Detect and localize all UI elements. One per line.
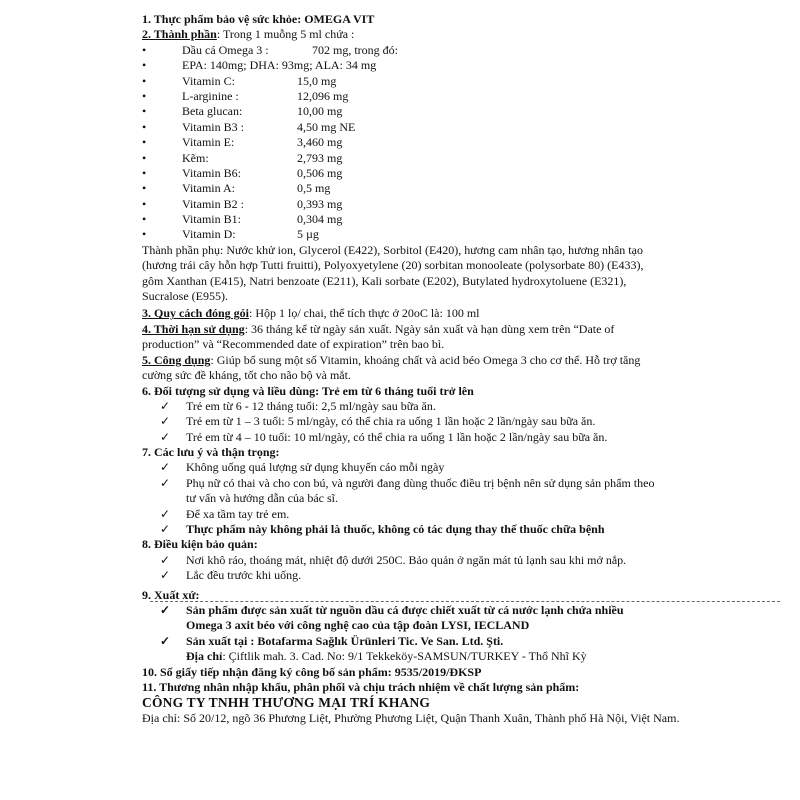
bullet-icon: • [142,150,147,165]
ingredient-row [142,89,782,104]
bullet-icon: • [142,135,147,150]
ingredient-row [142,151,782,166]
ingredient-row [142,197,782,212]
omega-breakdown: EPA: 140mg; DHA: 93mg; ALA: 34 mg [182,58,377,73]
ingredient-name: Beta glucan: [182,104,243,119]
dosage-text: Trẻ em từ 4 – 10 tuổi: 10 ml/ngày, có thể chia ra uống 1 lần hoặc 2 lần/ngày sau bữa ăn. [186,429,608,444]
check-icon: ✓ [160,506,171,521]
section-8-title: 8. Điều kiện bảo quản: [142,537,258,552]
bullet-icon: • [142,58,147,73]
dosage-item [142,399,782,414]
section-3-text: : Hộp 1 lọ/ chai, thể tích thực ở 20oC là: 100 ml [249,306,480,321]
check-icon: ✓ [160,398,171,413]
ingredient-row [142,43,782,58]
ingredient-row [142,74,782,89]
origin-item-continued: Omega 3 axit béo với công nghệ cao của tập đoàn LYSI, IECLAND [186,618,530,633]
check-icon: ✓ [160,429,171,444]
ingredient-row [142,135,782,150]
ingredient-name: Vitamin B1: [182,212,241,227]
ingredient-row [142,104,782,119]
section-4-text: : 36 tháng kể từ ngày sản xuất. Ngày sản xuất và hạn dùng xem trên “Date of production” và “Recommended date of expiration” trên bao bì. [142,321,615,352]
ingredient-subrow [142,58,782,73]
ingredient-value: 0,5 mg [297,181,331,196]
ingredient-value: 5 µg [297,227,319,242]
ingredient-name: Vitamin B6: [182,165,241,180]
section-11-title: 11. Thương nhân nhập khẩu, phân phối và chịu trách nhiệm về chất lượng sản phẩm: [142,679,580,694]
check-icon: ✓ [160,522,171,537]
ingredient-value: 0,506 mg [297,165,343,180]
section-5-title: 5. Công dụng [142,352,211,367]
caution-item: ✓ Phụ nữ có thai và cho con bú, và người đang dùng thuốc điều trị bệnh nên sử dụng sản phẩm theo [160,475,655,490]
address-label: Địa chỉ [186,649,223,664]
section-3 [142,306,782,321]
ingredient-name: Kẽm: [182,150,209,165]
company-address: Địa chỉ: Số 20/12, ngõ 36 Phương Liệt, Phường Phương Liệt, Quận Thanh Xuân, Thành phố Hà Nội, Việt Nam. [142,710,680,725]
bullet-icon: • [142,104,147,119]
check-icon: ✓ [160,552,171,567]
origin-item: ✓ Sản phẩm được sản xuất từ nguồn dầu cá được chiết xuất từ cá nước lạnh chứa nhiều [160,602,624,617]
dosage-item [142,414,782,429]
ingredient-row [142,227,782,242]
section-3-title: 3. Quy cách đóng gói [142,306,250,321]
ingredient-row [142,166,782,181]
section-4-title: 4. Thời hạn sử dụng [142,321,245,336]
ingredient-row [142,212,782,227]
extra-ingredients: Thành phần phụ: Nước khử ion, Glycerol (E422), Sorbitol (E420), hương cam nhân tạo, hương nhân tạo (hương trái cây hỗn hợp Tutti fruitti), Polyoxyetylene (20) sorbitan monooleate (polysorbate 80) (E433), gôm Xanthan (E415), Natri benzoate (E211), Kali sorbate (E202), Butylated hydroxytoluene (E321), Sucralose (E955). [142,242,644,304]
section-10-title: 10. Số giấy tiếp nhận đăng ký công bố sản phẩm: 9535/2019/ĐKSP [142,664,482,679]
dosage-text: Trẻ em từ 1 – 3 tuổi: 5 ml/ngày, có thể chia ra uống 1 lần hoặc 2 lần/ngày sau bữa ăn. [186,414,596,429]
address-text: : Çiftlik mah. 3. Cad. No: 9/1 Tekkeköy-SAMSUN/TURKEY - Thổ Nhĩ Kỳ [222,649,587,664]
check-icon: ✓ [160,475,171,490]
bullet-icon: • [142,119,147,134]
section-6-title: 6. Đối tượng sử dụng và liều dùng: Trẻ em từ 6 tháng tuổi trở lên [142,383,474,398]
ingredient-value: 0,304 mg [297,212,343,227]
bullet-icon: • [142,88,147,103]
bullet-icon: • [142,42,147,57]
check-icon: ✓ [160,602,171,617]
ingredient-list [142,74,782,243]
section-2-header [142,27,782,42]
ingredient-value: 3,460 mg [297,135,343,150]
bullet-icon: • [142,212,147,227]
origin-item: ✓ Sản xuất tại : Botafarma Sağlık Ürünleri Tic. Ve San. Ltd. Şti. [160,633,504,648]
section-7-title: 7. Các lưu ý và thận trọng: [142,445,280,460]
manufacturer-address [142,649,782,664]
ingredient-name: Vitamin B3 : [182,119,244,134]
storage-item: ✓ Nơi khô ráo, thoáng mát, nhiệt độ dưới 250C. Bảo quản ở ngăn mát tủ lạnh sau khi mở nắp. [160,552,627,567]
storage-item: ✓ Lắc đều trước khi uống. [160,568,302,583]
dosage-list [142,399,782,445]
ingredient-value: 15,0 mg [297,73,337,88]
ingredient-value: 12,096 mg [297,88,349,103]
ingredient-value: 702 mg, trong đó: [312,42,398,57]
ingredient-row [142,181,782,196]
product-label-document [142,12,782,726]
section-5 [142,353,662,384]
caution-item-continued: tư vấn và hướng dẫn của bác sĩ. [186,491,338,506]
ingredient-name: L-arginine : [182,88,239,103]
section-1-title: 1. Thực phẩm bảo vệ sức khỏe: OMEGA VIT [142,12,375,26]
check-icon: ✓ [160,460,171,475]
dosage-text: Trẻ em từ 6 - 12 tháng tuổi: 2,5 ml/ngày sau bữa ăn. [186,398,436,413]
caution-item: ✓ Không uống quá lượng sử dụng khuyến cáo mỗi ngày [160,460,445,475]
ingredient-value: 4,50 mg NE [297,119,356,134]
bullet-icon: • [142,196,147,211]
check-icon: ✓ [160,568,171,583]
bullet-icon: • [142,73,147,88]
section-2-intro: : Trong 1 muỗng 5 ml chứa : [216,27,355,42]
bullet-icon: • [142,181,147,196]
ingredient-value: 0,393 mg [297,196,343,211]
section-5-text: : Giúp bổ sung một số Vitamin, khoáng chất và acid béo Omega 3 cho cơ thể. Hỗ trợ tăng cường sức đề kháng, tốt cho não bộ và mắt. [142,352,641,383]
caution-item: ✓ Thực phẩm này không phải là thuốc, không có tác dụng thay thế thuốc chữa bệnh [160,522,605,537]
bullet-icon: • [142,227,147,242]
ingredient-name: Vitamin C: [182,73,235,88]
divider [150,601,780,602]
ingredient-name: Vitamin D: [182,227,236,242]
ingredient-row [142,120,782,135]
check-icon: ✓ [160,633,171,648]
ingredient-value: 2,793 mg [297,150,343,165]
dosage-item [142,430,782,445]
ingredient-value: 10,00 mg [297,104,343,119]
company-name: CÔNG TY TNHH THƯƠNG MẠI TRÍ KHANG [142,695,431,711]
section-4 [142,322,662,353]
section-2-title: 2. Thành phần [142,27,217,42]
ingredient-name: Vitamin A: [182,181,235,196]
bullet-icon: • [142,165,147,180]
check-icon: ✓ [160,414,171,429]
ingredient-name: Vitamin E: [182,135,235,150]
caution-item: ✓ Để xa tầm tay trẻ em. [160,506,290,521]
ingredient-name: Vitamin B2 : [182,196,244,211]
ingredient-name: Dầu cá Omega 3 : [182,42,269,57]
section-9-title: 9. Xuất xứ: [142,587,200,602]
